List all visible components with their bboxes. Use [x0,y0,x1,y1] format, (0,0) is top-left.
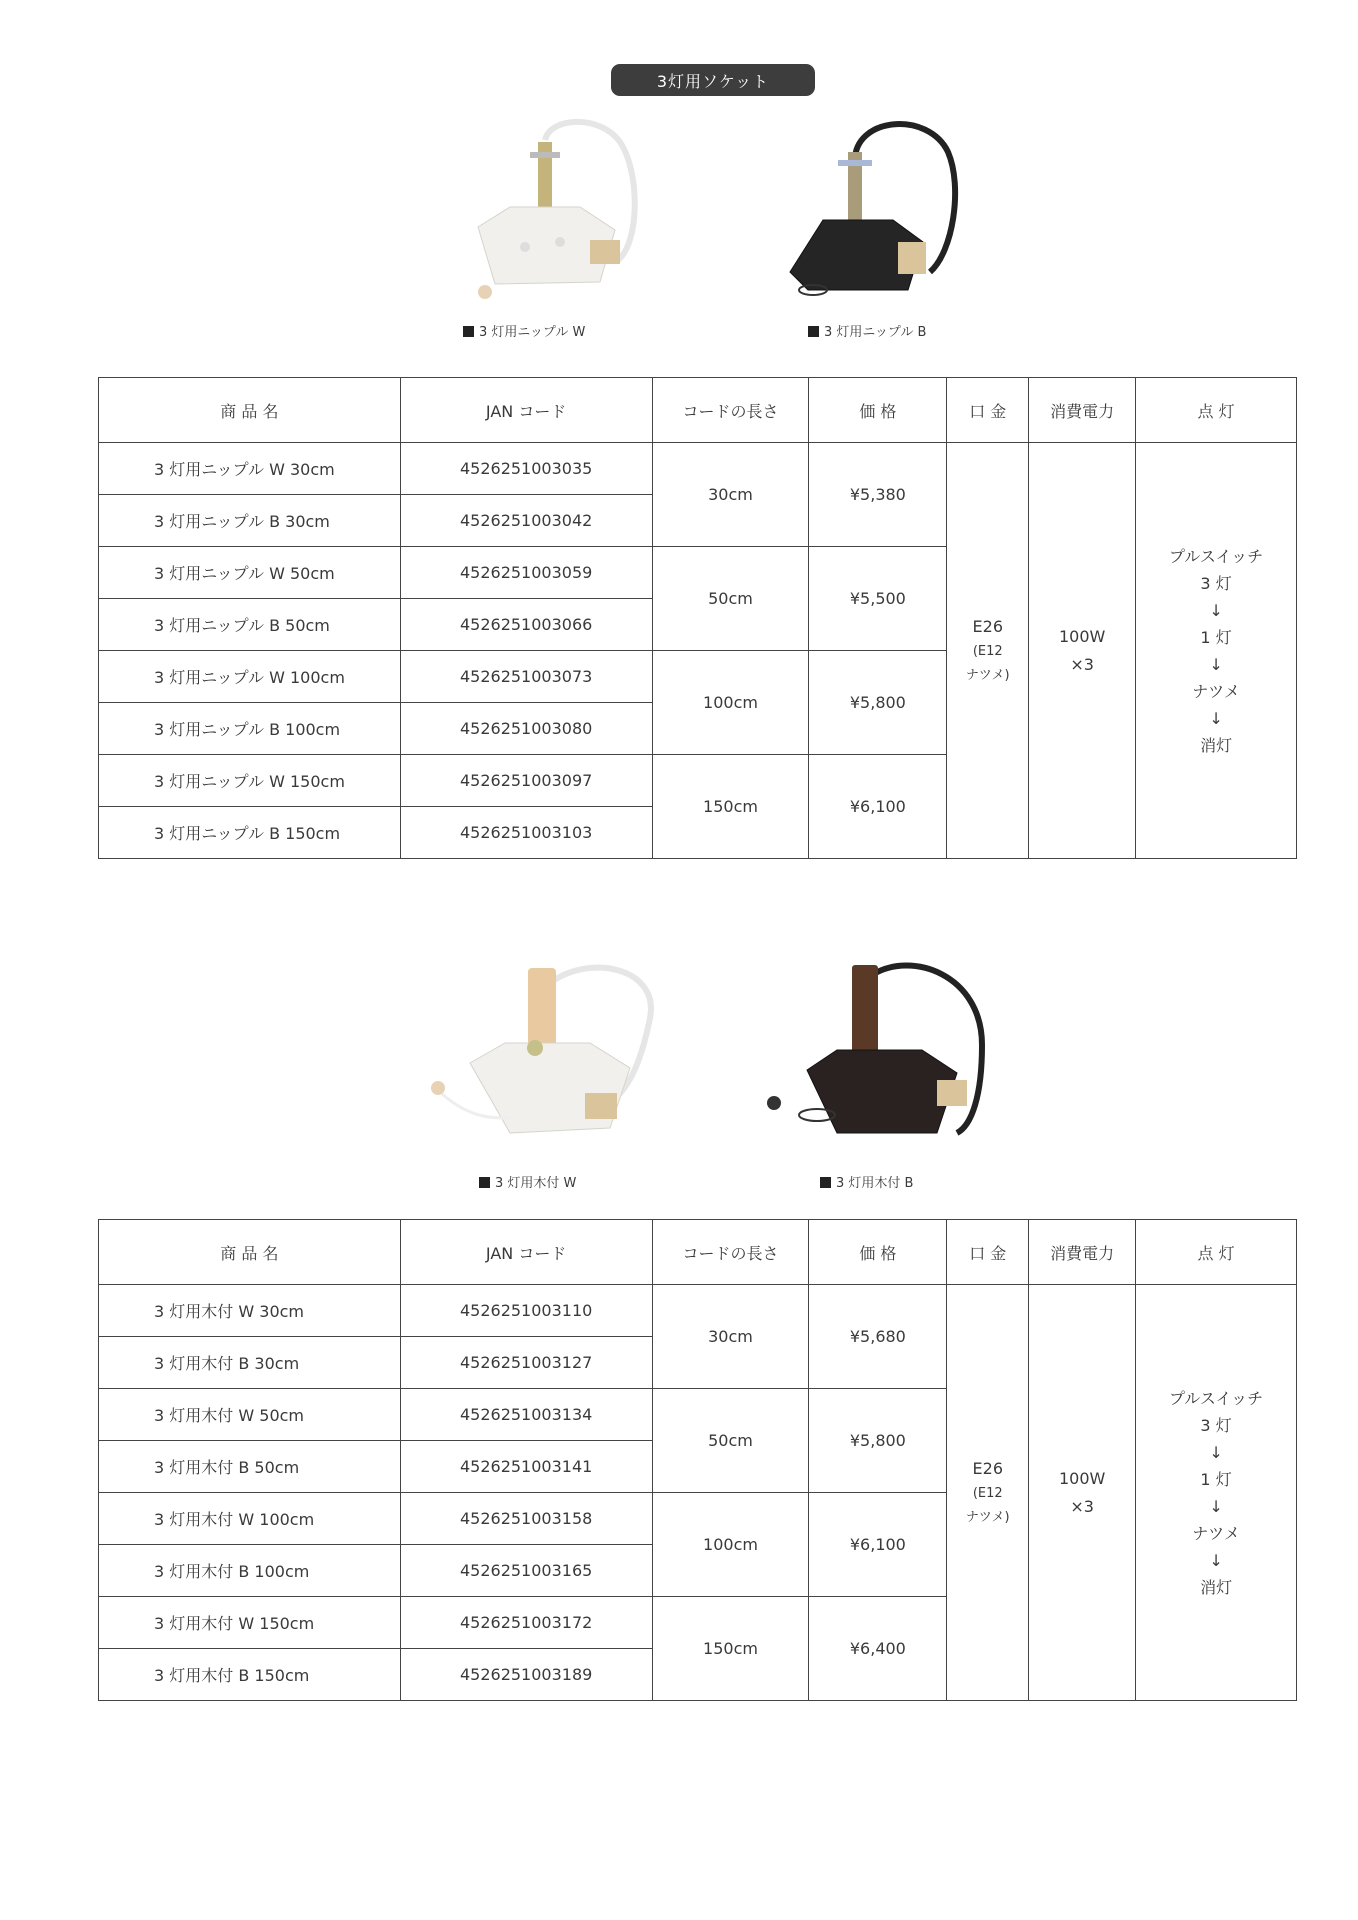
light-step: プルスイッチ [1168,1388,1264,1408]
power-main: 100W [1059,626,1106,646]
product-name: 3 灯用ニップル B 150cm [99,807,401,859]
product-name: 3 灯用ニップル W 100cm [99,651,401,703]
light-step: 3 灯 [1200,573,1232,593]
product-name: 3 灯用ニップル B 30cm [99,495,401,547]
base-main: E26 [972,616,1003,636]
power-main: 100W [1059,1468,1106,1488]
arrow-down-icon: ↓ [1209,1496,1223,1516]
jan-code: 4526251003066 [400,599,652,651]
base-cell [947,443,1029,859]
cord-length: 150cm [652,755,809,859]
header-price: 価 格 [809,1220,947,1285]
price: ¥5,800 [809,651,947,755]
product-photo-wood-w [400,958,690,1153]
product-name: 3 灯用木付 W 50cm [99,1389,401,1441]
jan-code: 4526251003042 [400,495,652,547]
product-name: 3 灯用木付 W 150cm [99,1597,401,1649]
cord-length: 30cm [652,443,809,547]
jan-code: 4526251003080 [400,703,652,755]
product-photo-wood-b [752,955,1022,1155]
power-multiplier: ×3 [1070,1496,1094,1516]
product-photo-nipple-w [450,112,660,312]
header-light: 点 灯 [1136,378,1297,443]
spec-table-wood [98,1219,1297,1701]
table-row [99,443,1297,495]
table-header-row [99,378,1297,443]
caption-wood-w: 3 灯用木付 W [479,1172,576,1191]
product-name: 3 灯用木付 B 100cm [99,1545,401,1597]
jan-code: 4526251003110 [400,1285,652,1337]
light-step: ナツメ [1192,681,1240,701]
jan-code: 4526251003172 [400,1597,652,1649]
price: ¥6,100 [809,1493,947,1597]
jan-code: 4526251003189 [400,1649,652,1701]
product-name: 3 灯用木付 B 150cm [99,1649,401,1701]
header-jan: JAN コード [400,1220,652,1285]
product-name: 3 灯用ニップル W 30cm [99,443,401,495]
product-name: 3 灯用ニップル W 150cm [99,755,401,807]
product-name: 3 灯用木付 B 30cm [99,1337,401,1389]
price: ¥5,800 [809,1389,947,1493]
header-name: 商 品 名 [99,378,401,443]
header-base: 口 金 [947,1220,1029,1285]
base-sub2: ナツメ) [965,1509,1010,1525]
table-row [99,1285,1297,1337]
header-power: 消費電力 [1029,378,1136,443]
caption-square-icon [463,326,474,337]
jan-code: 4526251003035 [400,443,652,495]
product-name: 3 灯用ニップル W 50cm [99,547,401,599]
header-price: 価 格 [809,378,947,443]
price: ¥5,500 [809,547,947,651]
product-name: 3 灯用木付 W 100cm [99,1493,401,1545]
product-name: 3 灯用ニップル B 100cm [99,703,401,755]
jan-code: 4526251003141 [400,1441,652,1493]
power-cell [1029,1285,1136,1701]
jan-code: 4526251003134 [400,1389,652,1441]
base-sub1: (E12 [972,1485,1003,1501]
base-cell [947,1285,1029,1701]
header-cord: コードの長さ [652,378,809,443]
jan-code: 4526251003059 [400,547,652,599]
cord-length: 50cm [652,547,809,651]
jan-code: 4526251003158 [400,1493,652,1545]
cord-length: 150cm [652,1597,809,1701]
light-step: 消灯 [1200,1577,1233,1597]
product-photo-nipple-b [778,112,988,312]
jan-code: 4526251003127 [400,1337,652,1389]
jan-code: 4526251003165 [400,1545,652,1597]
cord-length: 30cm [652,1285,809,1389]
price: ¥6,100 [809,755,947,859]
jan-code: 4526251003103 [400,807,652,859]
spec-table-nipple [98,377,1297,859]
arrow-down-icon: ↓ [1209,600,1223,620]
light-step: 消灯 [1200,735,1233,755]
arrow-down-icon: ↓ [1209,1550,1223,1570]
light-step: 1 灯 [1200,627,1232,647]
header-name: 商 品 名 [99,1220,401,1285]
caption-nipple-w: 3 灯用ニップル W [463,321,585,340]
light-step: ナツメ [1192,1523,1240,1543]
header-light: 点 灯 [1136,1220,1297,1285]
cord-length: 100cm [652,651,809,755]
caption-square-icon [808,326,819,337]
light-step: プルスイッチ [1168,546,1264,566]
caption-nipple-b: 3 灯用ニップル B [808,321,926,340]
arrow-down-icon: ↓ [1209,654,1223,674]
table-header-row [99,1220,1297,1285]
power-cell [1029,443,1136,859]
header-cord: コードの長さ [652,1220,809,1285]
product-name: 3 灯用木付 B 50cm [99,1441,401,1493]
base-main: E26 [972,1458,1003,1478]
jan-code: 4526251003073 [400,651,652,703]
power-multiplier: ×3 [1070,654,1094,674]
arrow-down-icon: ↓ [1209,1442,1223,1462]
light-cell [1136,1285,1297,1701]
caption-wood-b: 3 灯用木付 B [820,1172,913,1191]
light-step: 3 灯 [1200,1415,1232,1435]
header-jan: JAN コード [400,378,652,443]
caption-square-icon [820,1177,831,1188]
header-power: 消費電力 [1029,1220,1136,1285]
section-title: 3灯用ソケット [611,64,815,96]
header-base: 口 金 [947,378,1029,443]
cord-length: 50cm [652,1389,809,1493]
price: ¥6,400 [809,1597,947,1701]
light-cell [1136,443,1297,859]
product-name: 3 灯用ニップル B 50cm [99,599,401,651]
price: ¥5,680 [809,1285,947,1389]
product-name: 3 灯用木付 W 30cm [99,1285,401,1337]
base-sub2: ナツメ) [965,667,1010,683]
jan-code: 4526251003097 [400,755,652,807]
cord-length: 100cm [652,1493,809,1597]
price: ¥5,380 [809,443,947,547]
base-sub1: (E12 [972,643,1003,659]
caption-square-icon [479,1177,490,1188]
light-step: 1 灯 [1200,1469,1232,1489]
arrow-down-icon: ↓ [1209,708,1223,728]
